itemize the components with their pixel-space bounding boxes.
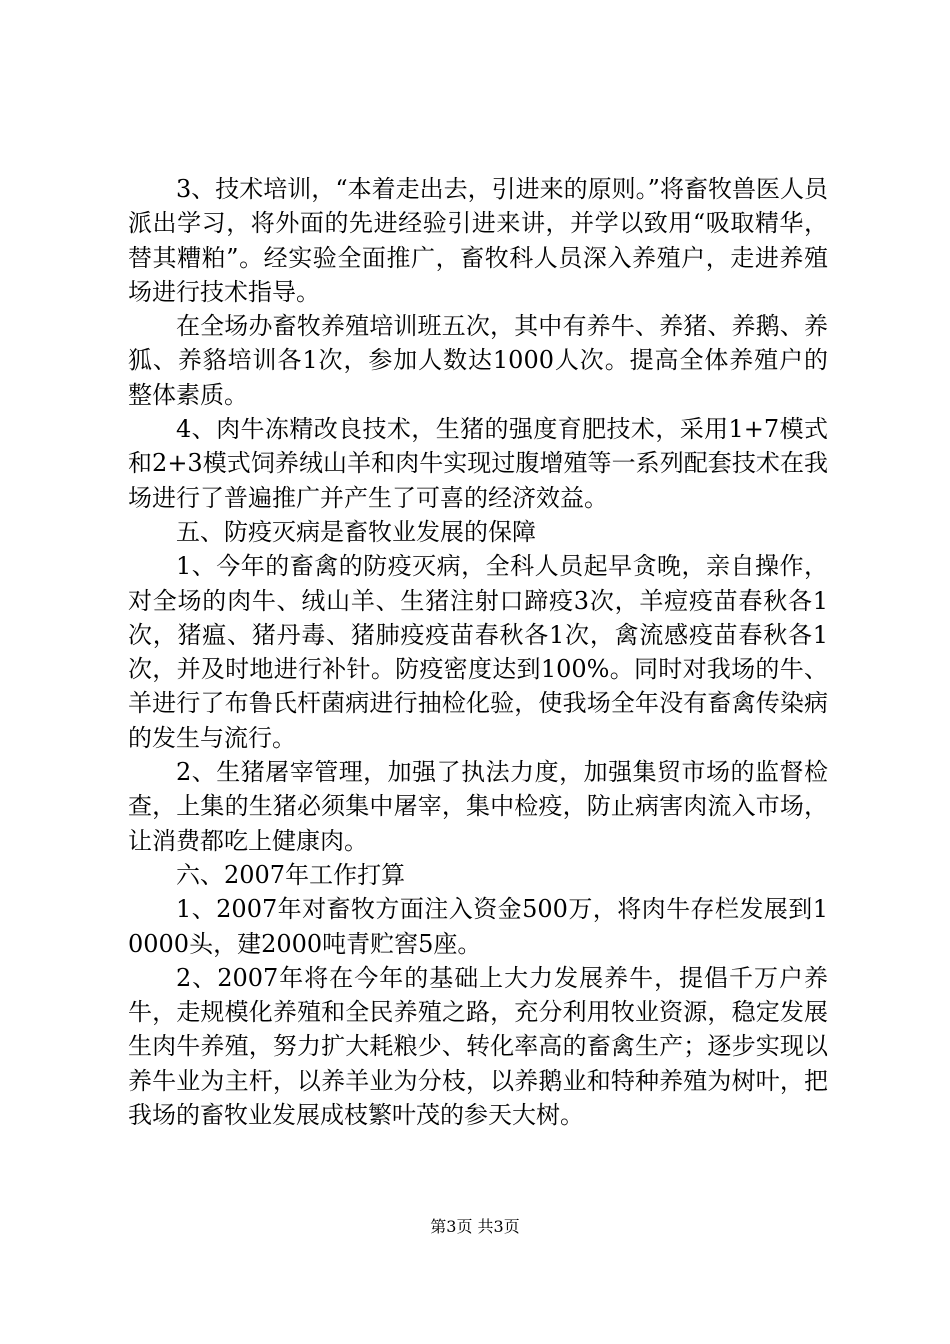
paragraph-technical-training: 3、技术培训，“本着走出去，引进来的原则。”将畜牧兽医人员派出学习，将外面的先进经验引进来讲，并学以致用“吸取精华，替其糟粕”。经实验全面推广，畜牧科人员深入养殖户，走进养殖场进行技术指导。 xyxy=(128,175,828,306)
page-footer: 第3页 共3页 xyxy=(430,1217,520,1236)
paragraph-slaughter-management: 2、生猪屠宰管理，加强了执法力度，加强集贸市场的监督检查，上集的生猪必须集中屠宰，集中检疫，防止病害肉流入市场，让消费都吃上健康肉。 xyxy=(128,758,828,855)
section-heading-2007-plan: 六、2007年工作打算 xyxy=(176,860,406,889)
document-body xyxy=(128,172,828,1132)
paragraph-vaccination: 1、今年的畜禽的防疫灭病，全科人员起早贪晚，亲自操作，对全场的肉牛、绒山羊、生猪注射口蹄疫3次，羊痘疫苗春秋各1次，猪瘟、猪丹毒、猪肺疫疫苗春秋各1次，禽流感疫苗春秋各1次，并及时地进行补针。防疫密度达到100%。同时对我场的牛、羊进行了布鲁氏杆菌病进行抽检化验，使我场全年没有畜禽传染病的发生与流行。 xyxy=(128,552,828,752)
section-heading-epidemic-prevention: 五、防疫灭病是畜牧业发展的保障 xyxy=(176,517,536,546)
paragraph-development-plan: 2、2007年将在今年的基础上大力发展养牛，提倡千万户养牛，走规模化养殖和全民养殖之路，充分利用牧业资源，稳定发展生肉牛养殖，努力扩大耗粮少、转化率高的畜禽生产；逐步实现以养牛业为主杆，以养羊业为分枝，以养鹅业和特种养殖为树叶，把我场的畜牧业发展成枝繁叶茂的参天大树。 xyxy=(128,963,828,1130)
paragraph-training-classes: 在全场办畜牧养殖培训班五次，其中有养牛、养猪、养鹅、养狐、养貉培训各1次，参加人数达1000人次。提高全体养殖户的整体素质。 xyxy=(128,312,828,409)
paragraph-investment-plan: 1、2007年对畜牧方面注入资金500万，将肉牛存栏发展到10000头，建2000吨青贮窖5座。 xyxy=(128,895,828,958)
paragraph-breeding-techniques: 4、肉牛冻精改良技术，生猪的强度育肥技术，采用1+7模式和2+3模式饲养绒山羊和肉牛实现过腹增殖等一系列配套技术在我场进行了普遍推广并产生了可喜的经济效益。 xyxy=(128,415,828,512)
